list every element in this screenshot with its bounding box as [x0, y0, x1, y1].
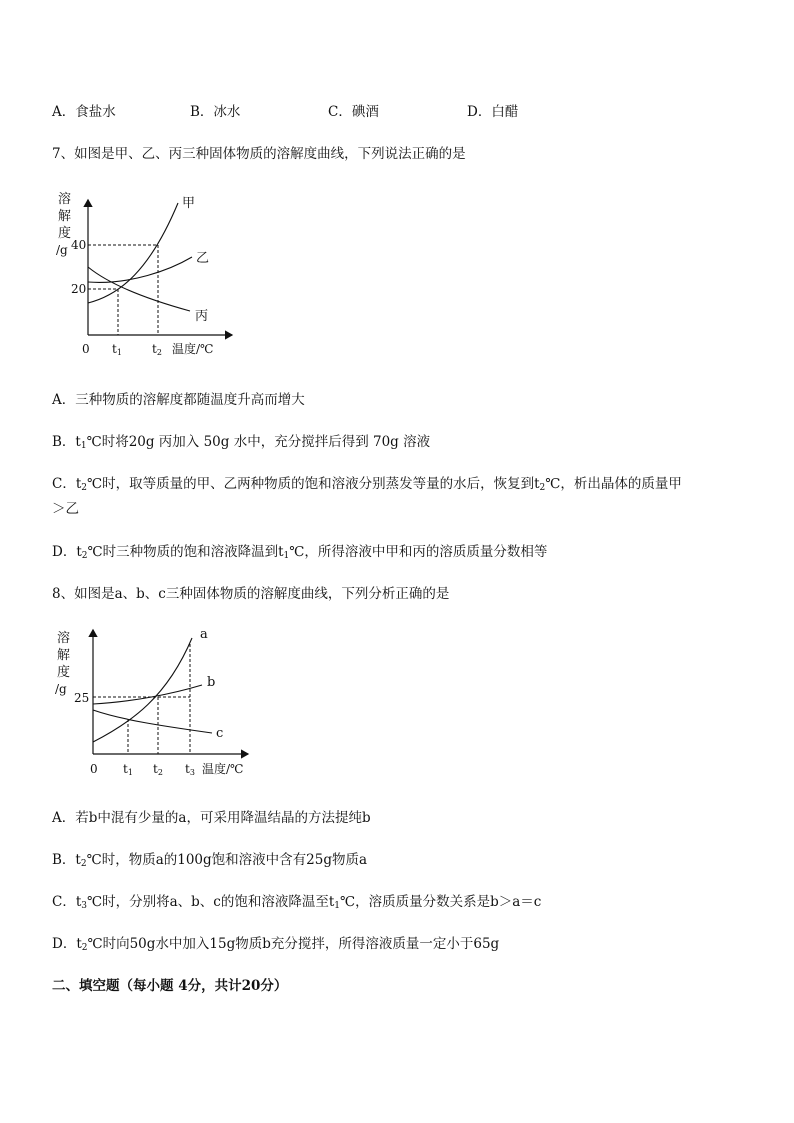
q7-tick-40: 40 [71, 238, 87, 252]
q8-label-b: b [207, 675, 216, 690]
q7-option-a: A．三种物质的溶解度都随温度升高而增大 [52, 392, 305, 408]
q8-xlabel: 温度/℃ [202, 762, 244, 776]
q8-option-d: D．$t_2℃$时向50g水中加入15g物质b充分搅拌，所得溶液质量一定小于65g [52, 936, 500, 953]
q7-option-d: D．$t_2℃$时三种物质的饱和溶液降温到$t_1℃$，所得溶液中甲和丙的溶质质量分数相等 [52, 544, 548, 561]
q7-ylabel-2: 解 [58, 209, 72, 224]
q7-option-c: C．$t_2℃$时，取等质量的甲、乙两种物质的饱和溶液分别蒸发等量的水后，恢复到$t_2℃$，析出晶体的质量甲 [52, 476, 682, 493]
q8-solubility-chart [52, 622, 262, 787]
q8-ylabel-3: 度 [57, 665, 71, 680]
q7-option-c-cont: ＞乙 [52, 501, 79, 517]
q7-label-yi: 乙 [196, 251, 210, 266]
q7-ylabel-3: 度 [58, 226, 72, 241]
q8-tick-t3: t3 [185, 762, 195, 777]
q7-ylabel-1: 溶 [58, 192, 72, 207]
q8-label-c: c [216, 726, 224, 741]
q7-stem: 7、如图是甲、乙、丙三种固体物质的溶解度曲线，下列说法正确的是 [52, 146, 466, 162]
q7-solubility-chart [50, 185, 250, 365]
q7-origin: 0 [82, 342, 90, 356]
q6-option-c: C．碘酒 [328, 104, 379, 120]
q8-option-a: A．若b中混有少量的a，可采用降温结晶的方法提纯b [52, 810, 371, 826]
q8-ylabel-4: /g [55, 682, 67, 696]
q7-tick-t2: t2 [152, 342, 162, 357]
q7-label-jia: 甲 [182, 196, 196, 211]
q8-curve-a [93, 638, 192, 742]
q8-option-b: B．$t_2℃$时，物质a的100g饱和溶液中含有25g物质a [52, 852, 368, 869]
section-2-title: 二、填空题（每小题 4分，共计20分） [52, 978, 288, 994]
q6-option-a: A．食盐水 [52, 104, 116, 120]
q7-curve-jia [88, 203, 178, 303]
q7-tick-20: 20 [71, 282, 87, 296]
q8-ylabel-2: 解 [57, 648, 71, 663]
q7-xlabel: 温度/℃ [172, 342, 214, 356]
q8-ylabel-1: 溶 [57, 631, 71, 646]
q8-tick-t2: t2 [153, 762, 163, 777]
q7-tick-t1: t1 [112, 342, 122, 357]
q8-option-c: C．$t_3℃$时，分别将a、b、c的饱和溶液降温至$t_1℃$，溶质质量分数关系是b＞a＝c [52, 894, 542, 911]
q8-stem: 8、如图是a、b、c三种固体物质的溶解度曲线，下列分析正确的是 [52, 586, 450, 602]
q8-label-a: a [200, 627, 208, 642]
q7-ylabel-4: /g [56, 243, 68, 257]
q6-option-b: B．冰水 [190, 104, 241, 120]
q7-label-bing: 丙 [195, 309, 209, 324]
q6-option-d: D．白醋 [467, 104, 519, 120]
q8-tick-t1: t1 [123, 762, 133, 777]
q8-origin: 0 [90, 762, 98, 776]
q8-curve-c [93, 710, 212, 733]
q8-tick-25: 25 [74, 691, 90, 705]
q7-option-b: B．$t_1℃$时将20g 丙加入 50g 水中，充分搅拌后得到 70g 溶液 [52, 434, 431, 451]
q8-curve-b [93, 685, 202, 704]
